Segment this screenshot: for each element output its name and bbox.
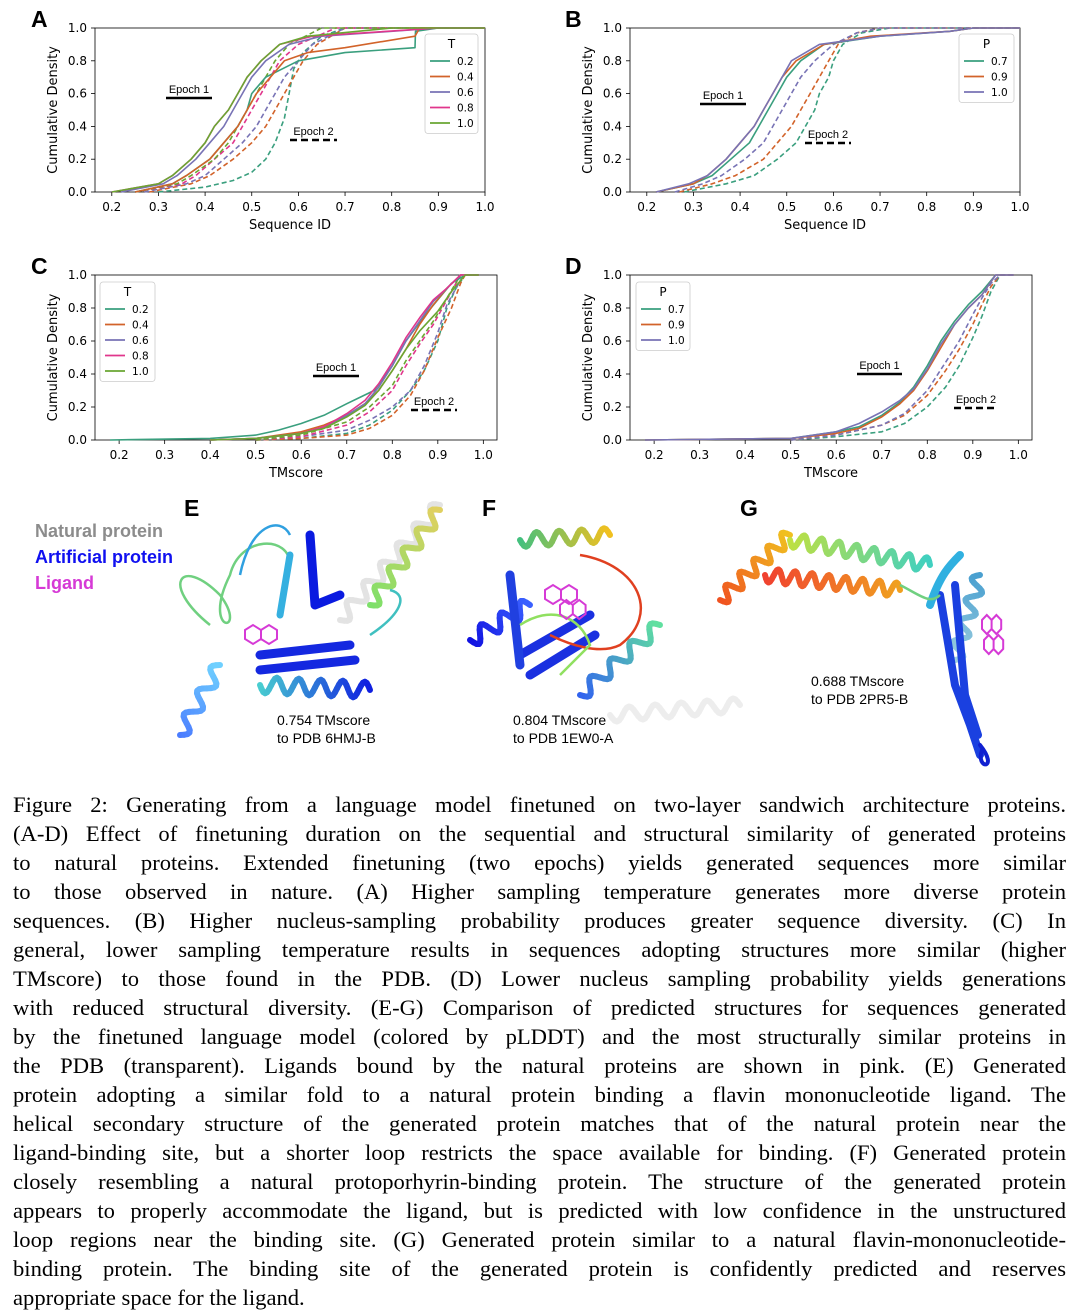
legend-label: 0.8 <box>457 102 474 115</box>
legend-label: 1.0 <box>668 335 685 347</box>
caption-line: loop regions near the binding site. (G) Generated protein similar to a natural flavin-mononucleotide- <box>13 1227 1066 1252</box>
beta-strand <box>280 555 290 615</box>
caption-line: Figure 2: Generating from a language model finetuned on two-layer sandwich architecture proteins. <box>13 792 1066 817</box>
x-tick-label: 0.3 <box>155 448 175 462</box>
y-axis-label: Cumulative Density <box>46 293 61 422</box>
x-tick-label: 0.3 <box>690 448 710 462</box>
helix-ribbon <box>520 528 610 546</box>
x-tick-label: 0.8 <box>917 200 937 214</box>
legend-label: 0.2 <box>457 56 474 68</box>
helix-ribbon <box>790 535 930 569</box>
x-tick-label: 0.5 <box>781 448 801 462</box>
legend-title: P <box>982 37 991 51</box>
y-tick-label: 0.6 <box>67 334 87 348</box>
y-tick-label: 0.6 <box>602 334 622 348</box>
x-tick-label: 0.5 <box>246 448 266 462</box>
legend-label: 1.0 <box>991 87 1008 99</box>
legend-label: 1.0 <box>132 366 149 378</box>
caption-line: sequences. (B) Higher nucleus-sampling probability produces greater sequence diversity. (C) In <box>13 908 1066 933</box>
x-tick-label: 0.6 <box>826 448 846 462</box>
legend-label: 0.4 <box>132 319 149 332</box>
epoch-1-annotation: Epoch 1 <box>168 84 210 96</box>
legend-title: P <box>659 285 667 299</box>
x-tick-label: 0.7 <box>870 200 890 214</box>
y-tick-label: 1.0 <box>67 268 87 282</box>
x-tick-label: 0.9 <box>963 200 983 214</box>
x-axis-label: TMscore <box>803 466 859 481</box>
figure-caption <box>13 790 1066 1312</box>
legend-natural-protein: Natural protein <box>35 521 164 541</box>
x-tick-label: 1.0 <box>473 448 493 462</box>
legend-label: 0.2 <box>132 304 149 316</box>
y-axis-label: Cumulative Density <box>46 46 61 174</box>
y-axis-label: Cumulative Density <box>581 46 596 174</box>
helix-ribbon <box>180 665 220 735</box>
panel-label-d: D <box>565 253 582 279</box>
x-tick-label: 0.4 <box>735 448 755 462</box>
y-tick-label: 0.2 <box>602 400 622 414</box>
caption-line: with reduced structural diversity. (E-G) Comparison of predicted structures for sequences generated <box>13 995 1066 1020</box>
y-tick-label: 0.6 <box>67 86 87 101</box>
caption-line: ligand-binding site, but a shorter loop restricts the space available for binding. (F) Generated protein <box>13 1140 1066 1165</box>
caption-line: appropriate space for the ligand. <box>13 1285 305 1310</box>
epoch-2-annotation: Epoch 2 <box>807 129 849 141</box>
x-tick-label: 0.6 <box>288 200 308 214</box>
helix-ribbon <box>340 504 440 621</box>
y-tick-label: 0.2 <box>67 152 87 167</box>
legend-label: 1.0 <box>457 118 474 130</box>
x-tick-label: 0.8 <box>382 448 402 462</box>
ligand-molecule <box>984 635 1003 654</box>
epoch-1-annotation: Epoch 1 <box>859 360 900 372</box>
pdb-id: to PDB 2PR5-B <box>811 691 909 707</box>
x-tick-label: 0.3 <box>148 200 168 214</box>
x-tick-label: 0.6 <box>823 200 843 214</box>
x-tick-label: 0.2 <box>637 200 657 214</box>
helix-ribbon <box>610 699 740 722</box>
caption-line: by the finetuned language model (colored by pLDDT) and the most structurally similar proteins in <box>13 1024 1066 1049</box>
x-tick-label: 1.0 <box>475 200 495 214</box>
y-tick-label: 0.2 <box>602 152 622 167</box>
caption-line: to those observed in nature. (A) Higher sampling temperature generates more diverse protein <box>13 879 1066 904</box>
y-tick-label: 0.0 <box>602 433 622 447</box>
caption-line: protein adopting a similar fold to a natural protein binding a flavin mononucleotide ligand. The <box>13 1082 1066 1107</box>
legend-label: 0.7 <box>668 304 685 316</box>
pdb-id: to PDB 6HMJ-B <box>277 730 376 746</box>
legend-artificial-protein: Artificial protein <box>35 547 174 567</box>
ligand-molecule <box>560 600 586 619</box>
y-tick-label: 0.4 <box>67 119 87 134</box>
legend-label: 0.4 <box>457 71 474 84</box>
caption-line: (A-D) Effect of finetuning duration on the sequential and structural similarity of generated proteins <box>13 821 1066 846</box>
ligand-molecule <box>982 615 1001 634</box>
tmscore-label-e <box>277 711 376 747</box>
y-tick-label: 0.8 <box>602 53 622 68</box>
x-tick-label: 0.4 <box>195 200 215 214</box>
panel-label-f: F <box>482 495 497 521</box>
x-tick-label: 0.8 <box>917 448 937 462</box>
x-axis-label: Sequence ID <box>783 218 867 233</box>
epoch-1-annotation: Epoch 1 <box>702 90 744 102</box>
x-tick-label: 0.4 <box>200 448 220 462</box>
tmscore-label-g <box>811 672 908 708</box>
caption-line: to natural proteins. Extended finetuning (two epochs) yields generated sequences more similar <box>13 850 1066 875</box>
epoch-1-annotation: Epoch 1 <box>315 362 357 374</box>
legend-label: 0.8 <box>132 350 149 363</box>
cdf-charts <box>0 0 1076 490</box>
y-tick-label: 1.0 <box>67 21 87 35</box>
y-tick-label: 0.2 <box>67 400 87 414</box>
helix-ribbon <box>260 678 370 697</box>
x-tick-label: 0.8 <box>382 200 402 214</box>
x-tick-label: 1.0 <box>1008 448 1028 462</box>
legend-title: T <box>447 37 456 51</box>
y-tick-label: 0.4 <box>67 367 87 381</box>
y-tick-label: 0.8 <box>67 53 87 68</box>
y-tick-label: 0.0 <box>602 185 622 199</box>
x-tick-label: 0.2 <box>644 448 664 462</box>
beta-strand <box>310 535 340 605</box>
x-tick-label: 0.9 <box>428 448 448 462</box>
epoch-2-annotation: Epoch 2 <box>293 126 334 138</box>
y-tick-label: 0.0 <box>67 433 87 447</box>
caption-line: general, lower sampling temperature results in sequences adopting structures more similar (higher <box>13 937 1066 962</box>
x-tick-label: 0.9 <box>963 448 983 462</box>
beta-strand <box>510 575 520 665</box>
y-tick-label: 0.0 <box>67 185 87 199</box>
x-tick-label: 0.7 <box>872 448 892 462</box>
legend-ligand: Ligand <box>35 573 94 593</box>
epoch-2-annotation: Epoch 2 <box>955 394 997 406</box>
x-tick-label: 0.4 <box>730 200 750 214</box>
caption-line: the PDB (transparent). Ligands bound by the natural proteins are shown in pink. (E) Generated <box>13 1053 1066 1078</box>
beta-strand <box>260 645 355 670</box>
y-tick-label: 1.0 <box>602 21 622 35</box>
x-tick-label: 0.7 <box>335 200 355 214</box>
x-tick-label: 0.9 <box>428 200 448 214</box>
tmscore-value: 0.754 TMscore <box>277 712 371 728</box>
caption-line: TMscore) to those found in the PDB. (D) Lower nucleus sampling probability yields generations <box>13 966 1066 991</box>
ligand-molecule <box>245 625 277 644</box>
x-axis-label: TMscore <box>268 466 324 481</box>
y-tick-label: 0.4 <box>602 367 622 381</box>
legend-label: 0.9 <box>991 71 1008 84</box>
panel-label-a: A <box>31 6 48 32</box>
y-tick-label: 0.8 <box>602 301 622 315</box>
legend-label: 0.9 <box>668 319 685 332</box>
y-axis-label: Cumulative Density <box>581 293 596 422</box>
y-tick-label: 0.4 <box>602 119 622 134</box>
x-tick-label: 0.2 <box>102 200 122 214</box>
tmscore-value: 0.804 TMscore <box>513 712 607 728</box>
caption-line: closely resembling a natural protoporhyrin-binding protein. The structure of the generated protein <box>13 1169 1066 1194</box>
x-tick-label: 0.3 <box>683 200 703 214</box>
pdb-id: to PDB 1EW0-A <box>513 730 614 746</box>
tmscore-label-f <box>513 711 613 747</box>
helix-ribbon <box>765 569 900 595</box>
panel-label-c: C <box>31 253 48 279</box>
legend-title: T <box>123 285 132 299</box>
x-tick-label: 0.7 <box>337 448 357 462</box>
x-tick-label: 1.0 <box>1010 200 1030 214</box>
x-tick-label: 0.2 <box>109 448 129 462</box>
legend-label: 0.7 <box>991 56 1008 68</box>
caption-line: helical secondary structure of the generated protein matches that of the natural protein near the <box>13 1111 1066 1136</box>
ligand-molecule <box>545 585 577 604</box>
panel-label-e: E <box>184 495 200 521</box>
y-tick-label: 1.0 <box>602 268 622 282</box>
panel-label-g: G <box>740 495 758 521</box>
beta-strand <box>520 615 595 675</box>
epoch-2-annotation: Epoch 2 <box>413 396 455 408</box>
legend-label: 0.6 <box>132 335 149 347</box>
y-tick-label: 0.6 <box>602 86 622 101</box>
x-tick-label: 0.5 <box>777 200 797 214</box>
caption-line: appears to properly accommodate the ligand, but is predicted with low confidence in the unstructured <box>13 1198 1066 1223</box>
x-tick-label: 0.6 <box>291 448 311 462</box>
tmscore-value: 0.688 TMscore <box>811 673 905 689</box>
legend-label: 0.6 <box>457 87 474 99</box>
x-axis-label: Sequence ID <box>248 218 332 233</box>
caption-line: binding protein. The binding site of the generated protein is confidently predicted and reserves <box>13 1256 1066 1281</box>
panel-label-b: B <box>565 6 582 32</box>
x-tick-label: 0.5 <box>242 200 262 214</box>
coil-loop <box>180 544 290 625</box>
y-tick-label: 0.8 <box>67 301 87 315</box>
